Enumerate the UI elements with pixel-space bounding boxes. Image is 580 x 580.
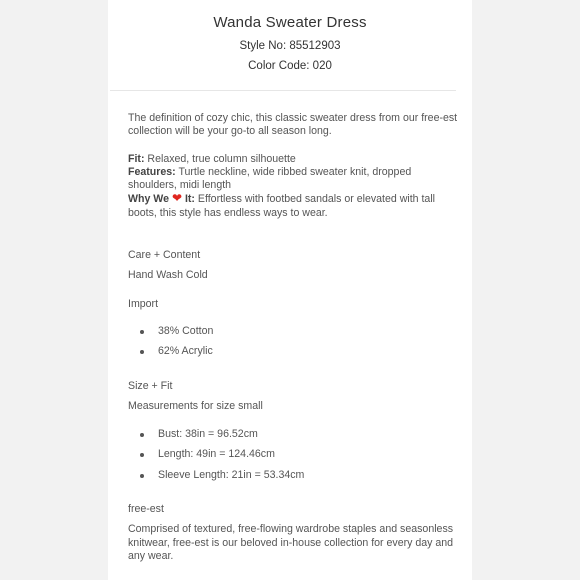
color-code: Color Code: 020 [248, 60, 332, 72]
why-label-start: Why We [128, 193, 172, 206]
product-title: Wanda Sweater Dress [213, 14, 367, 31]
header-divider [110, 90, 456, 91]
list-item: Bust: 38in = 96.52cm [128, 428, 458, 441]
features-line [128, 166, 458, 193]
list-item: Sleeve Length: 21in = 53.34cm [128, 469, 458, 482]
why-text: Effortless with footbed sandals or elevated with tall boots, this style has endless ways to wear. [128, 193, 436, 219]
product-details [128, 112, 458, 563]
care-content-heading: Care + Content [128, 249, 201, 262]
measurements-list [128, 428, 458, 482]
materials-list [128, 325, 458, 359]
product-header [108, 0, 472, 72]
features-label: Features: [128, 165, 176, 178]
care-wash-text: Hand Wash Cold [128, 269, 208, 282]
import-text: Import [128, 297, 159, 310]
list-item: 62% Acrylic [128, 345, 458, 358]
fit-line [128, 153, 458, 166]
intro-text: The definition of cozy chic, this classic sweater dress from our free-est collection will be your go-to all season long. [128, 112, 458, 138]
size-subheading: Measurements for size small [128, 399, 263, 412]
heart-icon: ❤ [171, 191, 183, 206]
features-text: Turtle neckline, wide ribbed sweater knit, dropped shoulders, midi length [128, 165, 412, 192]
brand-heading: free-est [128, 503, 164, 516]
fit-text: Relaxed, true column silhouette [144, 152, 296, 165]
size-fit-heading: Size + Fit [128, 379, 173, 392]
list-item: Length: 49in = 124.46cm [128, 448, 458, 461]
why-we-love-line [128, 192, 458, 220]
style-number: Style No: 85512903 [239, 40, 341, 52]
list-item: 38% Cotton [128, 325, 458, 338]
product-description-panel [108, 0, 472, 580]
why-label-end: It: [182, 193, 195, 206]
fit-label: Fit: [128, 152, 145, 165]
brand-text: Comprised of textured, free-flowing wardrobe staples and seasonless knitwear, free-est is our beloved in-house collection for every day and any wear. [128, 523, 454, 562]
